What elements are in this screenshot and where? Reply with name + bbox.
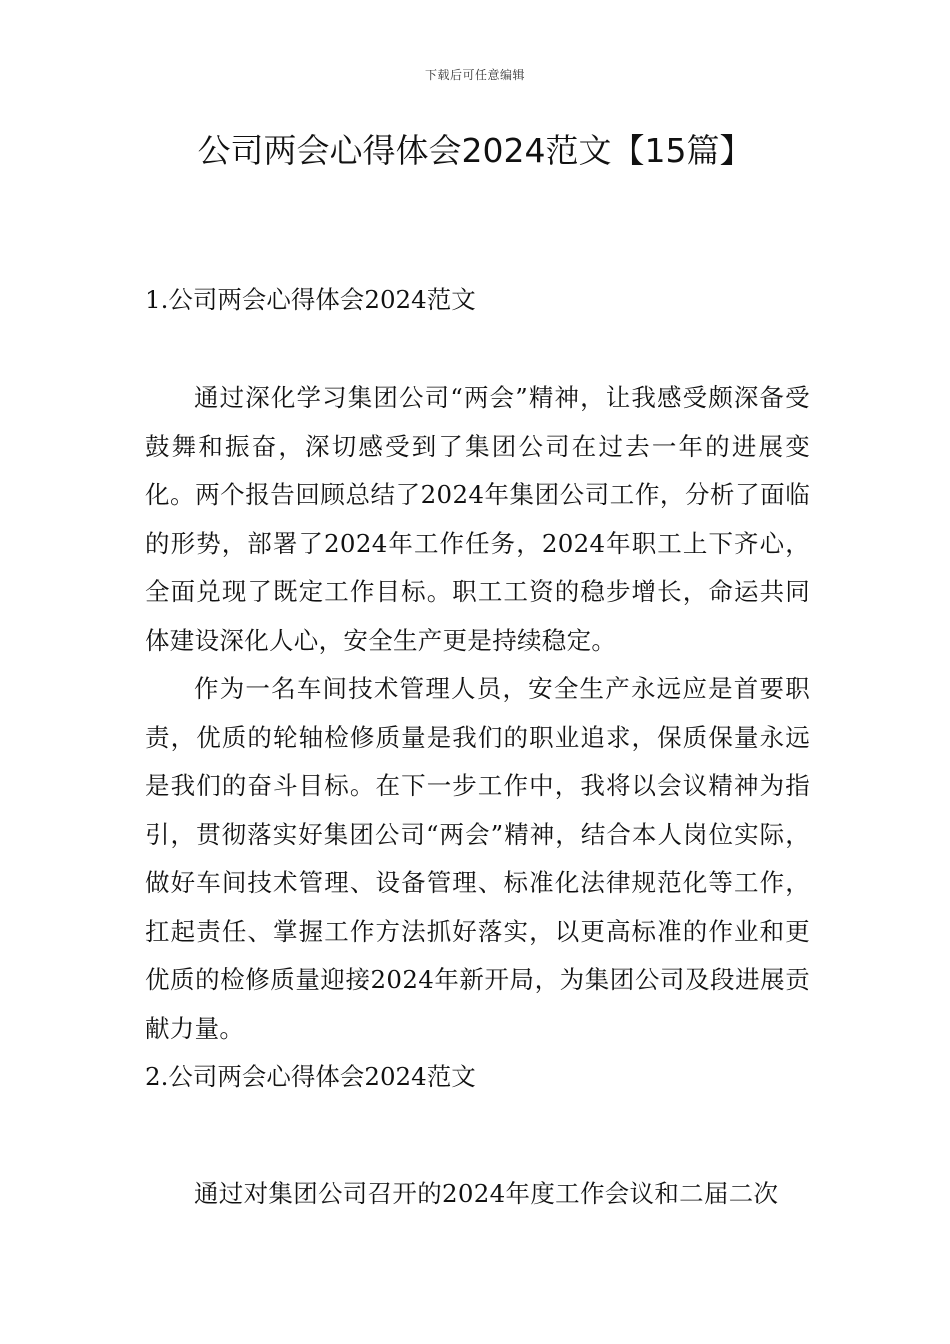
section-heading: 1.公司两会心得体会2024范文: [145, 285, 476, 314]
paragraph: 作为一名车间技术管理人员，安全生产永远应是首要职责，优质的轮轴检修质量是我们的职业追求，保质保量永远是我们的奋斗目标。在下一步工作中，我将以会议精神为指引，贯彻落实好集团公司“两会”精神，结合本人岗位实际，做好车间技术管理、设备管理、标准化法律规范化等工作，扛起责任、掌握工作方法抓好落实，以更高标准的作业和更优质的检修质量迎接2024年新开局，为集团公司及段进展贡献力量。: [145, 674, 810, 1043]
section-1: [145, 276, 810, 325]
section-2-body: [145, 1170, 810, 1219]
paragraph: 通过深化学习集团公司“两会”精神，让我感受颇深备受鼓舞和振奋，深切感受到了集团公司在过去一年的进展变化。两个报告回顾总结了2024年集团公司工作，分析了面临的形势，部署了2024年工作任务，2024年职工上下齐心，全面兑现了既定工作目标。职工工资的稳步增长，命运共同体建设深化人心，安全生产更是持续稳定。: [145, 383, 810, 655]
document-title: 公司两会心得体会2024范文【15篇】: [197, 131, 753, 170]
section-heading: 2.公司两会心得体会2024范文: [145, 1062, 476, 1091]
paragraph: 通过对集团公司召开的2024年度工作会议和二届二次: [194, 1179, 779, 1208]
section-1-body: [145, 374, 810, 1102]
header-note: 下载后可任意编辑: [424, 68, 525, 82]
